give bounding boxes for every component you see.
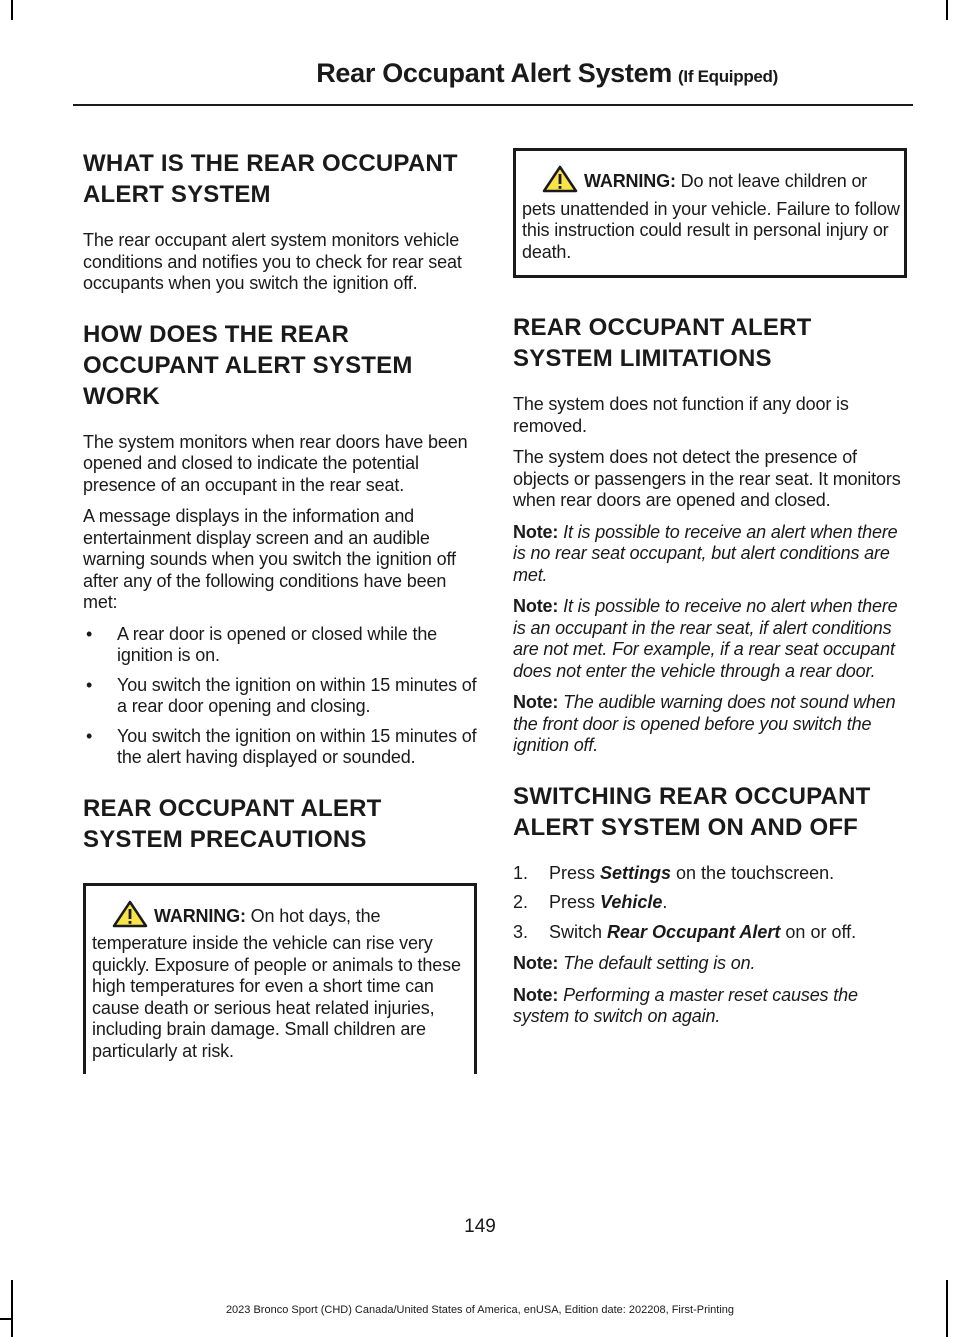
crop-mark-bottom-left-h <box>0 1318 13 1320</box>
warning-text: Do not leave children or pets unattended in your vehicle. Failure to follow this instruction could result in personal injury or death. <box>522 171 900 262</box>
heading-switching: SWITCHING REAR OCCUPANT ALERT SYSTEM ON AND OFF <box>513 782 871 841</box>
warning-text: On hot days, the temperature inside the vehicle can rise very quickly. Exposure of people or animals to these high temperatures for even a short time can cause death or serious heat related injuries, including brain damage. Small children are particularly at risk. <box>92 905 461 1061</box>
paragraph-what-is: The rear occupant alert system monitors vehicle conditions and notifies you to check for rear seat occupants when you switch the ignition off. <box>83 230 462 293</box>
note-text: The audible warning does not sound when the front door is opened before you switch the ignition off. <box>513 692 896 755</box>
bullet-text: You switch the ignition on within 15 minutes of a rear door opening and closing. <box>117 674 477 716</box>
warning-label: WARNING: <box>154 905 246 926</box>
paragraph-door-removed: The system does not function if any door is removed. <box>513 394 849 436</box>
paragraph-how-monitors: The system monitors when rear doors have been opened and closed to indicate the potential presence of an occupant in the rear seat. <box>83 431 468 495</box>
crop-mark-top-left <box>11 0 13 20</box>
note-master-reset <box>513 985 907 1028</box>
step-emphasis: Vehicle <box>600 892 663 912</box>
list-item <box>83 624 477 667</box>
warning-paragraph <box>522 165 904 263</box>
bullet-text: You switch the ignition on within 15 minutes of the alert having displayed or sounded. <box>117 725 477 767</box>
step-pre: Press <box>549 862 601 883</box>
note-label: Note: <box>513 521 559 542</box>
bullet-glyph: • <box>86 674 93 695</box>
step-number: 2. <box>513 892 529 912</box>
header-subtitle: (If Equipped) <box>678 67 778 86</box>
step-post: on the touchscreen. <box>671 862 835 883</box>
note-label: Note: <box>513 984 559 1005</box>
note-label: Note: <box>513 596 559 616</box>
warning-triangle-icon <box>542 165 578 199</box>
heading-limitations: REAR OCCUPANT ALERT SYSTEM LIMITATIONS <box>513 314 812 372</box>
note-alert-no-occupant <box>513 522 907 587</box>
conditions-list <box>83 624 477 769</box>
note-text: The default setting is on. <box>558 953 756 973</box>
list-item <box>513 892 907 914</box>
bullet-glyph: • <box>86 725 93 746</box>
step-emphasis: Rear Occupant Alert <box>607 921 781 942</box>
step-pre: Press <box>549 892 601 912</box>
right-column <box>513 148 907 1038</box>
warning-box-unattended <box>513 148 907 278</box>
note-default-on <box>513 953 907 975</box>
note-no-alert-occupant <box>513 596 907 682</box>
step-number: 3. <box>513 921 529 942</box>
bullet-glyph: • <box>86 623 93 644</box>
bullet-text: A rear door is opened or closed while the ignition is on. <box>117 623 438 665</box>
step-pre: Switch <box>549 921 608 942</box>
list-item <box>83 726 477 769</box>
header-rule <box>73 104 913 106</box>
left-column <box>83 148 477 1074</box>
step-post: on or off. <box>780 921 857 942</box>
warning-label: WARNING: <box>584 171 676 191</box>
page-header-title <box>316 58 778 89</box>
heading-how-does: HOW DOES THE REAR OCCUPANT ALERT SYSTEM WORK <box>83 320 413 410</box>
list-item <box>513 863 907 885</box>
warning-paragraph <box>92 900 474 1063</box>
crop-mark-top-right <box>946 0 948 20</box>
note-text: It is possible to receive no alert when there is an occupant in the rear seat, if alert conditions are not met. For example, if a rear seat occupant does not enter the vehicle through a rear door. <box>513 596 898 681</box>
switch-steps-list <box>513 863 907 944</box>
step-post: . <box>662 892 668 912</box>
list-item <box>513 922 907 944</box>
note-label: Note: <box>513 692 559 712</box>
header-title-text: Rear Occupant Alert System <box>316 58 673 88</box>
paragraph-message-displays: A message displays in the information and entertainment display screen and an audible warning sounds when you switch the ignition off after any of the following conditions have been met: <box>83 506 456 612</box>
note-text: It is possible to receive an alert when there is no rear seat occupant, but alert conditions are met. <box>513 521 898 585</box>
warning-triangle-icon <box>112 900 148 934</box>
note-label: Note: <box>513 953 559 973</box>
page-footer: 2023 Bronco Sport (CHD) Canada/United States of America, enUSA, Edition date: 202208, First-Printing <box>225 1304 735 1316</box>
step-emphasis: Settings <box>600 862 672 883</box>
page-number: 149 <box>464 1216 496 1237</box>
note-front-door <box>513 692 907 757</box>
list-item <box>83 675 477 718</box>
paragraph-no-detect: The system does not detect the presence of objects or passengers in the rear seat. It monitors when rear doors are opened and closed. <box>513 447 901 510</box>
note-text: Performing a master reset causes the system to switch on again. <box>513 984 858 1026</box>
heading-precautions: REAR OCCUPANT ALERT SYSTEM PRECAUTIONS <box>83 794 382 853</box>
step-number: 1. <box>513 862 529 883</box>
heading-what-is: WHAT IS THE REAR OCCUPANT ALERT SYSTEM <box>83 150 458 208</box>
warning-box-heat <box>83 883 477 1075</box>
